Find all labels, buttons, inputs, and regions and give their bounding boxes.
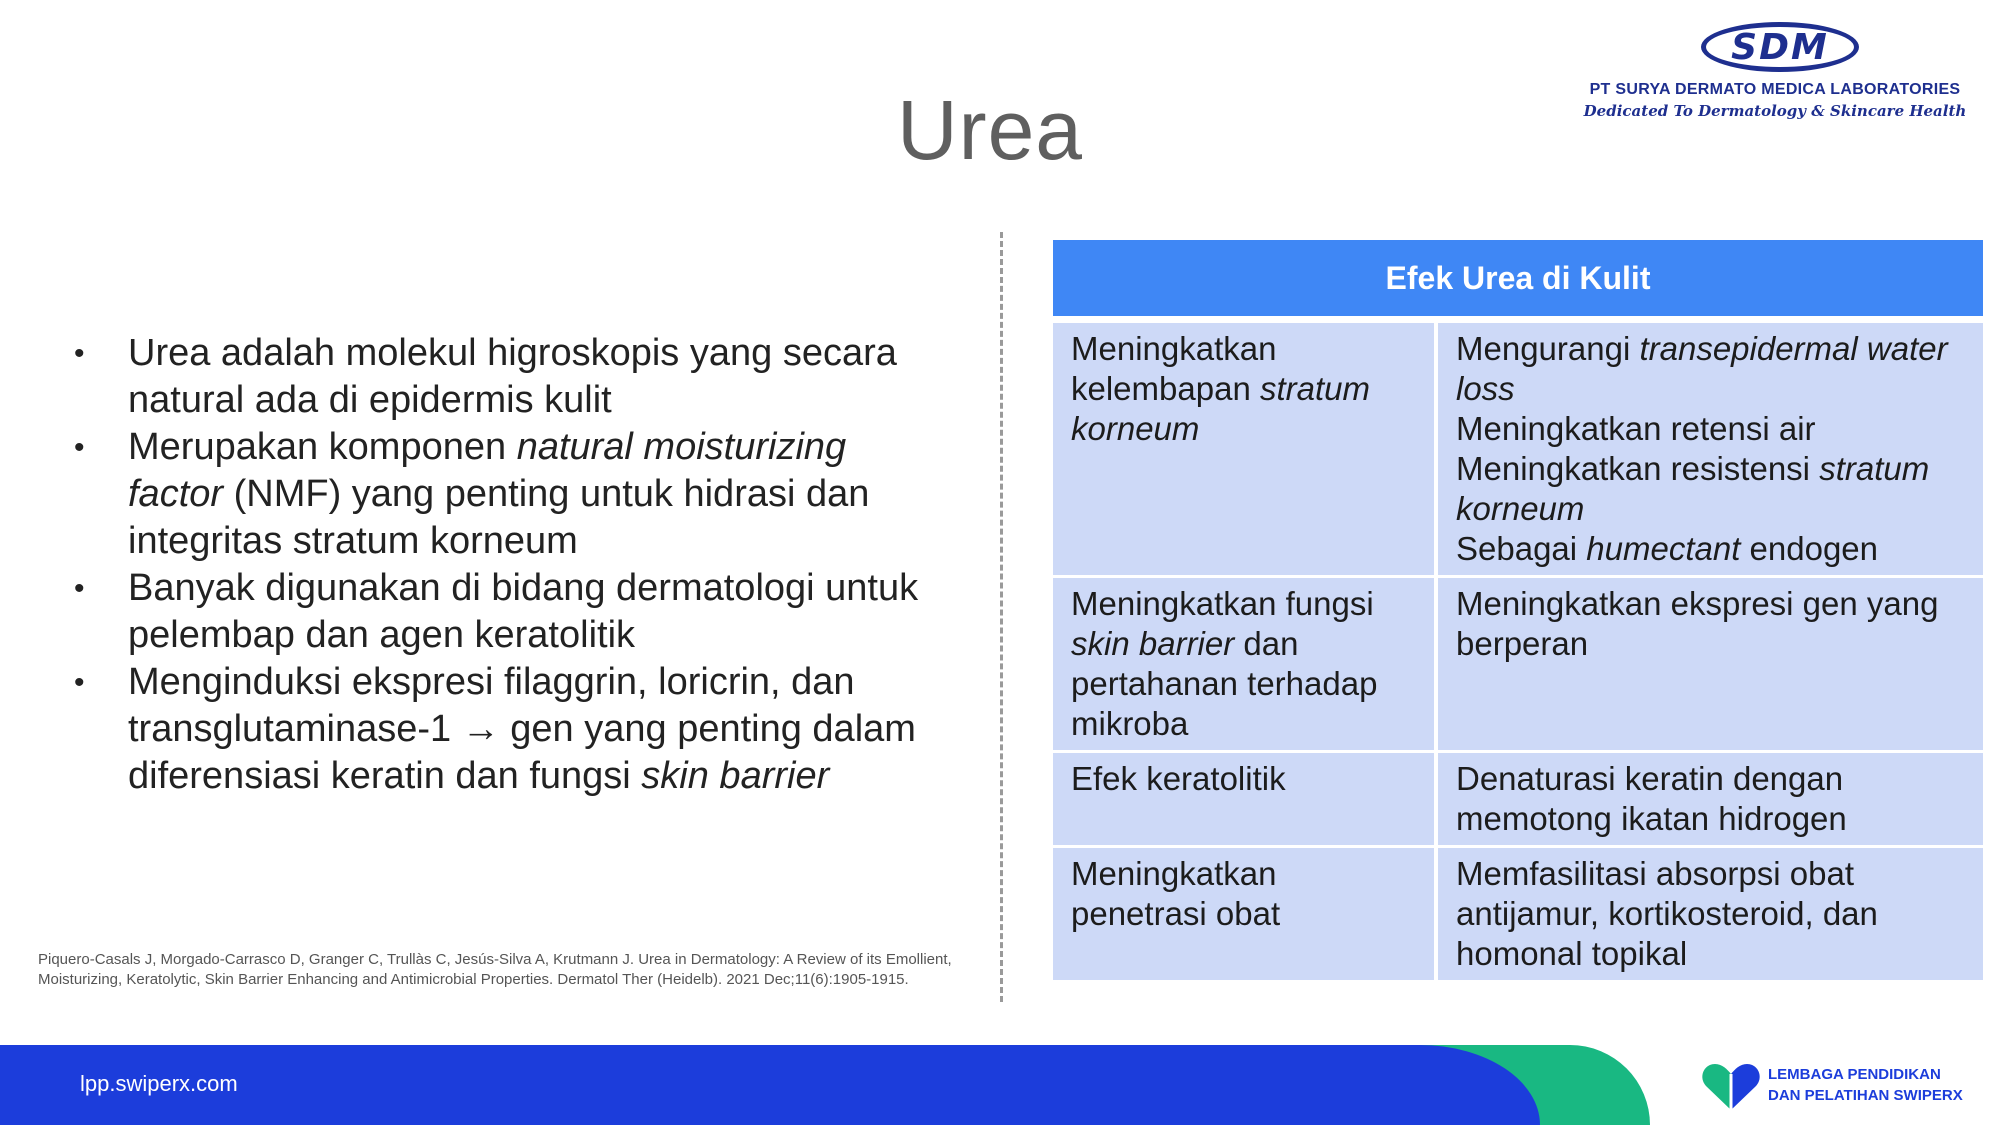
institution-name (1768, 1064, 1963, 1106)
effects-table-header: Efek Urea di Kulit (1053, 240, 1983, 316)
text-run: Efek keratolitik (1071, 760, 1286, 797)
detail-cell (1438, 578, 1983, 750)
sdm-logo-mark: SDM (1731, 26, 1829, 68)
text-run: Meningkatkan retensi air (1456, 410, 1816, 447)
institution-name-line1: LEMBAGA PENDIDIKAN (1768, 1066, 1941, 1083)
text-run: Meningkatkan resistensi (1456, 450, 1820, 487)
bullet-item (66, 424, 946, 565)
bullet-dot-icon: • (74, 572, 85, 605)
text-run: Meningkatkan ekspresi gen yang berperan (1456, 585, 1939, 662)
text-run: Merupakan komponen (128, 426, 517, 468)
detail-cell (1438, 753, 1983, 845)
text-run: Meningkatkan penetrasi obat (1071, 855, 1281, 932)
detail-line (1456, 584, 1967, 664)
effect-cell (1053, 323, 1434, 575)
table-row (1053, 323, 1983, 575)
bullet-list (66, 330, 946, 800)
detail-line (1456, 449, 1967, 529)
heart-shield-icon (1700, 1060, 1762, 1112)
effect-cell (1053, 848, 1434, 980)
institution-name-line2: DAN PELATIHAN SWIPERX (1768, 1087, 1963, 1104)
bullet-item (66, 565, 946, 659)
bullet-dot-icon: • (74, 337, 85, 370)
detail-line (1456, 529, 1967, 569)
bullet-item (66, 659, 946, 800)
detail-line (1456, 329, 1967, 409)
italic-text: transepidermal water loss (1456, 330, 1948, 407)
sdm-logo (1575, 18, 1975, 128)
table-row (1053, 753, 1983, 845)
text-run: Meningkatkan kelembapan (1071, 330, 1277, 407)
text-run: endogen (1740, 530, 1879, 567)
italic-text: natural moisturizing factor (128, 426, 847, 515)
reference-citation: Piquero-Casals J, Morgado-Carrasco D, Granger C, Trullàs C, Jesús-Silva A, Krutmann J. Urea in Dermatology: A Review of its Emollient, Moisturizing, Keratolytic, Skin Barrier Enhancing and Antimicrobial Properties. Dermatol Ther (Heidelb). 2021 Dec;11(6):1905-1915. (38, 951, 952, 988)
text-run: Mengurangi (1456, 330, 1640, 367)
effect-cell (1053, 578, 1434, 750)
text-run: Denaturasi keratin dengan memotong ikatan hidrogen (1456, 760, 1847, 837)
italic-text: stratum korneum (1071, 370, 1370, 447)
table-row (1053, 848, 1983, 980)
effects-table-body (1053, 323, 1983, 980)
text-run: Banyak digunakan di bidang dermatologi untuk pelembap dan agen keratolitik (128, 567, 919, 656)
text-run: (NMF) yang penting untuk hidrasi dan integritas stratum korneum (128, 473, 870, 562)
text-run: Memfasilitasi absorpsi obat antijamur, kortikosteroid, dan homonal topikal (1456, 855, 1878, 972)
sdm-logo-oval (1701, 22, 1859, 72)
detail-cell (1438, 848, 1983, 980)
detail-line (1456, 759, 1967, 839)
swiperx-institution-logo (1700, 1058, 1990, 1114)
text-run: dan pertahanan terhadap mikroba (1071, 625, 1378, 742)
italic-text: humectant (1586, 530, 1741, 567)
logo-company-name: PT SURYA DERMATO MEDICA LABORATORIES (1589, 81, 1961, 98)
logo-tagline: Dedicated To Dermatology & Skincare Health (1583, 102, 1967, 120)
text-run: Urea adalah molekul higroskopis yang secara natural ada di epidermis kulit (128, 332, 897, 421)
text-run: Sebagai (1456, 530, 1587, 567)
italic-text: stratum korneum (1456, 450, 1930, 527)
text-run: Menginduksi ekspresi filaggrin, loricrin, dan transglutaminase-1 → gen yang penting dalam diferensiasi keratin dan fungsi (128, 661, 916, 797)
detail-cell (1438, 323, 1983, 575)
effects-table (1053, 240, 1983, 983)
effect-cell (1053, 753, 1434, 845)
footer-url: lpp.swiperx.com (80, 1071, 238, 1096)
text-run: Meningkatkan fungsi (1071, 585, 1374, 622)
dashed-divider (1000, 232, 1003, 1002)
italic-text: skin barrier (1071, 625, 1235, 662)
bullet-dot-icon: • (74, 431, 85, 464)
bullet-item (66, 330, 946, 424)
detail-line (1456, 854, 1967, 974)
italic-text: skin barrier (641, 755, 830, 797)
table-row (1053, 578, 1983, 750)
bullet-dot-icon: • (74, 666, 85, 699)
detail-line (1456, 409, 1967, 449)
slide-title: Urea (896, 83, 1084, 177)
